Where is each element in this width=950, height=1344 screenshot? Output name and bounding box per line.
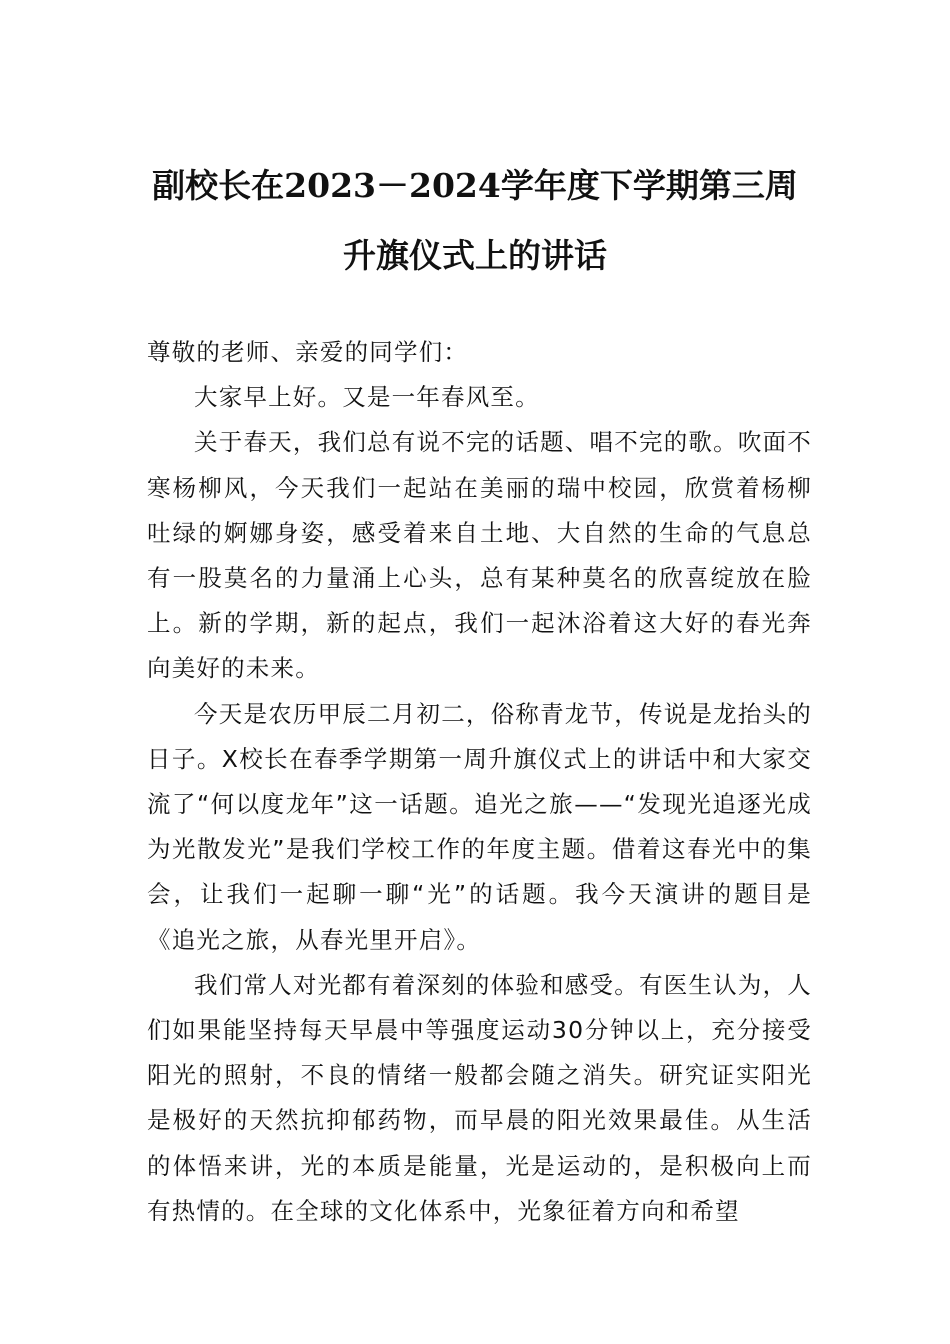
document-title-line-1: 副校长在2023－2024学年度下学期第三周 [152,166,798,205]
paragraph-4: 我们常人对光都有着深刻的体验和感受。有医生认为，人们如果能坚持每天早晨中等强度运动30分钟以上，充分接受阳光的照射，不良的情绪一般都会随之消失。研究证实阳光是极好的天然抗抑郁药物，而早晨的阳光效果最佳。从生活的体悟来讲，光的本质是能量，光是运动的，是积极向上而有热情的。在全球的文化体系中，光象征着方向和希望 [147,970,812,1225]
paragraph-1: 大家早上好。又是一年春风至。 [194,383,540,412]
document-title-line-2: 升旗仪式上的讲话 [343,236,607,275]
document-body [147,330,812,1234]
paragraph-3: 今天是农历甲辰二月初二，俗称青龙节，传说是龙抬头的日子。X校长在春季学期第一周升旗仪式上的讲话中和大家交流了“何以度龙年”这一话题。追光之旅——“发现光追逐光成为光散发光”是我们学校工作的年度主题。借着这春光中的集会，让我们一起聊一聊“光”的话题。我今天演讲的题目是《追光之旅，从春光里开启》。 [147,699,812,954]
salutation: 尊敬的老师、亲爱的同学们： [147,338,469,366]
paragraph-2: 关于春天，我们总有说不完的话题、唱不完的歌。吹面不寒杨柳风，今天我们一起站在美丽的瑞中校园，欣赏着杨柳吐绿的婀娜身姿，感受着来自土地、大自然的生命的气息总有一股莫名的力量涌上心头，总有某种莫名的欣喜绽放在脸上。新的学期，新的起点，我们一起沐浴着这大好的春光奔向美好的未来。 [147,428,812,683]
